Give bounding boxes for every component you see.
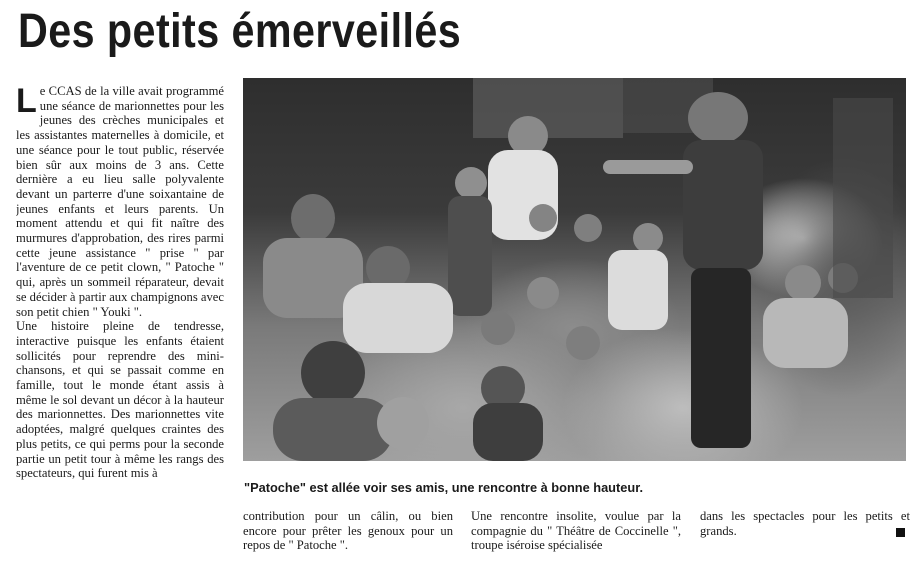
photo-illustration — [243, 78, 906, 461]
column-3-text: Une rencontre insolite, voulue par la compagnie du " Théâtre de Coccinelle ", troupe iséroise spécialisée — [471, 509, 681, 553]
article-paragraph-2: Une histoire pleine de tendresse, interactive puisque les enfants étaient sollicités pour reprendre des mini-chansons, et qui se passait comme en famille, tout le monde étant assis à même le sol devant un décor à la hauteur des marionnettes. Des marionnettes vite adoptées, malgré quelques craintes des plus petits, ce qui perms pour la seconde partie un petit tour à même les rangs des spectateurs, qui furent mis à — [16, 319, 224, 481]
article-photo — [243, 78, 906, 461]
headline: Des petits émerveillés — [18, 5, 462, 58]
column-2-text: contribution pour un câlin, ou bien encore pour prêter les genoux pour un repos de " Patoche ". — [243, 509, 453, 553]
column-4-text: dans les spectacles pour les petits et grands. — [700, 509, 910, 538]
article-paragraph-1 — [16, 84, 224, 319]
paragraph-1-text: e CCAS de la ville avait programmé une séance de marionnettes pour les jeunes des crèches municipales et les assistantes maternelles à domicile, et une séance pour le tout public, réservée bien sûr aux moins de 3 ans. Cette dernière a eu lieu salle polyvalente devant un parterre d'une soixantaine de jeunes enfants et leurs parents. Un moment attendu et qui fit naître des murmures d'approbation, des rires parmi cette jeune assistance " prise " par l'aventure de ce petit clown, " Patoche " qui, après un sommeil réparateur, devait se décider à partir aux champignons avec son petit chien " Youki ". — [16, 84, 224, 319]
photo-caption: "Patoche" est allée voir ses amis, une rencontre à bonne hauteur. — [244, 480, 644, 495]
article-column-4 — [700, 509, 910, 549]
article-column-3 — [471, 509, 681, 559]
drop-cap: L — [16, 84, 37, 120]
article-column-1 — [16, 84, 224, 558]
end-of-article-mark — [896, 528, 905, 537]
article-column-2 — [243, 509, 453, 559]
